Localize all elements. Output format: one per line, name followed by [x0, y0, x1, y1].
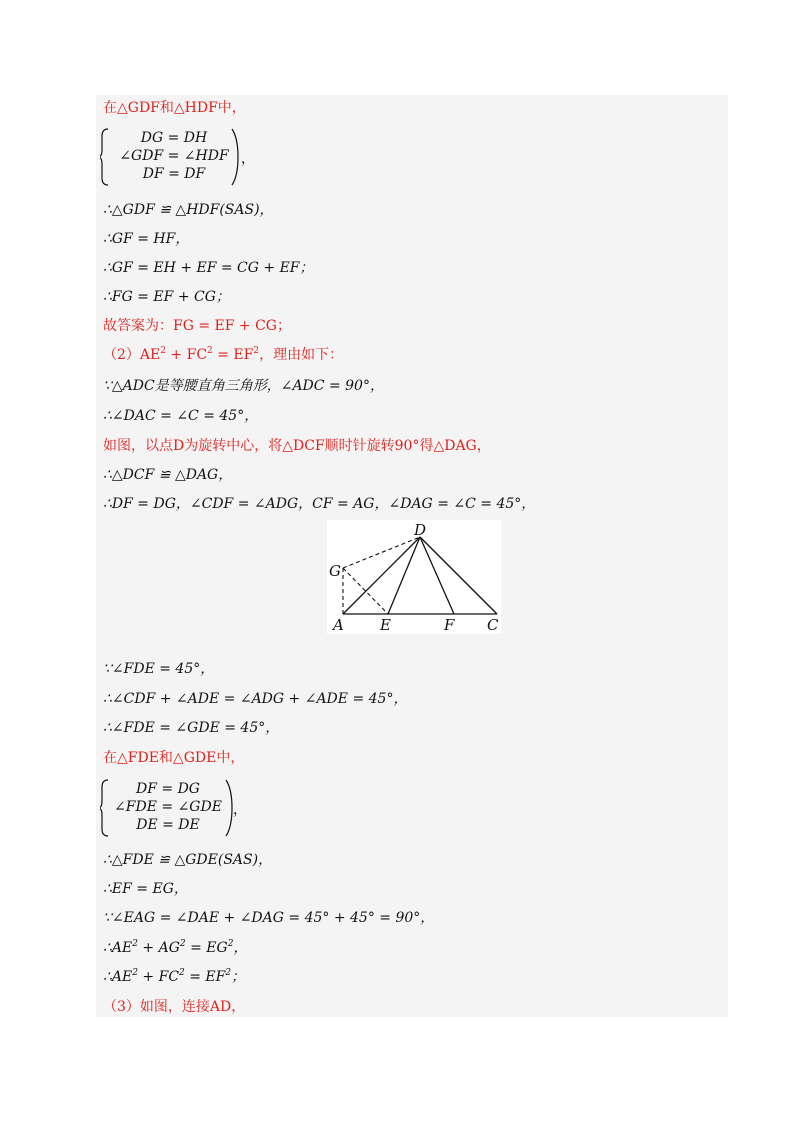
- line-fde-eq-gde: ∴∠FDE = ∠GDE = 45°，: [103, 720, 280, 736]
- line-rotation-description: 如图，以点D为旋转中心，将△DCF顺时针旋转90°得△DAG，: [103, 438, 491, 454]
- line-pythagoras-aeg: $\therefore AE^2 + AG^2 = EG^2$，: [103, 939, 248, 956]
- label-c: C: [487, 616, 499, 634]
- line-pythagoras-conclusion: $\therefore AE^2 + FC^2 = EF^2$；: [103, 968, 246, 985]
- line-dac-eq-c: ∴∠DAC = ∠C = 45°，: [103, 408, 259, 424]
- line-in-triangles-gdf-hdf: 在△GDF和△HDF中，: [103, 100, 246, 116]
- equation-system-1: [100, 128, 260, 186]
- label-g: G: [329, 562, 341, 580]
- line-answer-1: 故答案为：FG = EF + CG；: [103, 318, 291, 334]
- system1-row-1: DG = DH: [140, 130, 208, 146]
- system2-comma: ，: [233, 802, 247, 818]
- equation-system-2: [100, 779, 260, 837]
- line-in-triangles-fde-gde: 在△FDE和△GDE中，: [103, 750, 245, 766]
- line-gf-sum: ∴GF = EH + EF = CG + EF；: [103, 260, 314, 276]
- line-adc-isosceles-right: ∵△ADC是等腰直角三角形，∠ADC = 90°，: [103, 378, 384, 394]
- label-a: A: [333, 616, 344, 634]
- system1-row-2: ∠GDF = ∠HDF: [119, 148, 229, 164]
- triangle-diagram: [327, 520, 501, 634]
- system2-row-2: ∠FDE = ∠GDE: [114, 799, 222, 815]
- label-e: E: [380, 616, 391, 634]
- line-fde-45: ∵∠FDE = 45°，: [103, 661, 215, 677]
- line-eag-90: ∵∠EAG = ∠DAE + ∠DAG = 45° + 45° = 90°，: [103, 910, 435, 926]
- system2-row-3: DE = DE: [136, 817, 200, 833]
- line-part-2-claim: $(2)AE^2 + FC^2 = EF^2$，理由如下：: [103, 346, 344, 363]
- line-congruent-dcf-dag: ∴△DCF ≌ △DAG，: [103, 467, 233, 483]
- system1-row-3: DF = DF: [142, 166, 206, 182]
- label-f: F: [444, 616, 455, 634]
- line-congruent-fde-gde: ∴△FDE ≌ △GDE(SAS)，: [103, 852, 273, 868]
- line-congruent-gdf-hdf: ∴△GDF ≌ △HDF(SAS)，: [103, 202, 274, 218]
- line-angle-sum: ∴∠CDF + ∠ADE = ∠ADG + ∠ADE = 45°，: [103, 691, 408, 707]
- system2-row-1: DF = DG: [136, 781, 200, 797]
- line-corresponding-parts: ∴DF = DG，∠CDF = ∠ADG，CF = AG，∠DAG = ∠C = 45°，: [103, 496, 536, 512]
- right-paren-icon: [230, 128, 240, 186]
- line-gf-eq-hf: ∴GF = HF，: [103, 231, 190, 247]
- system1-comma: ，: [241, 151, 255, 167]
- line-part-3: （3）如图，连接AD，: [103, 999, 246, 1015]
- line-ef-eq-eg: ∴EF = EG，: [103, 881, 188, 897]
- line-fg-sum: ∴FG = EF + CG；: [103, 289, 230, 305]
- geometry-figure: [327, 520, 501, 634]
- label-d: D: [414, 521, 427, 539]
